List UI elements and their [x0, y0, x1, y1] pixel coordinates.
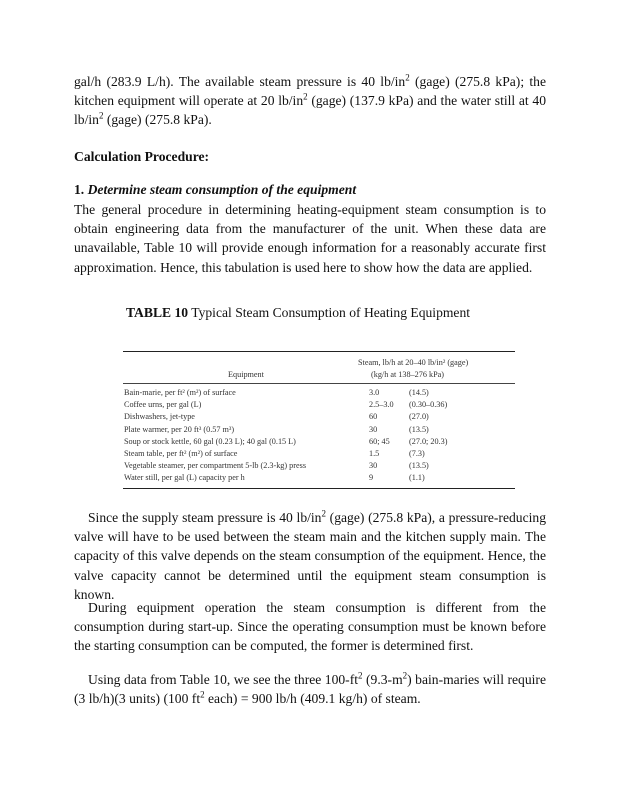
cell-lbh: 60; 45 [369, 436, 390, 446]
table-row [123, 399, 515, 411]
table-caption [126, 305, 470, 321]
superscript: 2 [358, 670, 363, 681]
table-header-rule [123, 383, 515, 384]
cell-equipment: Vegetable steamer, per compartment 5-lb (2.3-kg) press [124, 461, 307, 471]
superscript: 2 [200, 689, 205, 700]
cell-equipment: Coffee urns, per gal (L) [124, 400, 202, 410]
cell-kgh: (27.0; 20.3) [409, 436, 448, 446]
superscript: 2 [405, 72, 410, 83]
cell-lbh: 1.5 [369, 448, 380, 458]
step-1-heading [74, 182, 356, 198]
table-row [123, 472, 515, 484]
bain-marie-paragraph [74, 670, 546, 708]
table-row [123, 448, 515, 460]
table-row [123, 411, 515, 423]
cell-kgh: (7.3) [409, 448, 425, 458]
cell-equipment: Soup or stock kettle, 60 gal (0.23 L); 40 gal (0.15 L) [124, 436, 296, 446]
superscript: 2 [303, 91, 308, 102]
cell-lbh: 9 [369, 473, 374, 483]
cell-kgh: (13.5) [409, 424, 429, 434]
operation-paragraph: During equipment operation the steam consumption is different from the consumption during start-up. Since the operating consumption must be known before the starting consumption can be computed, the former is determined first. [74, 600, 546, 654]
using-text-3: ) bain-maries will require (3 lb/h)(3 units) (100 ft [74, 672, 546, 707]
cell-lbh: 30 [369, 424, 378, 434]
table-label: TABLE 10 [126, 305, 189, 320]
cell-lbh: 3.0 [369, 388, 380, 397]
using-text-4: each) = 900 lb/h (409.1 kg/h) of steam. [204, 691, 421, 707]
table-row [123, 460, 515, 472]
cell-kgh: (1.1) [409, 473, 425, 483]
intro-text-1: gal/h (283.9 L/h). The available steam pressure is 40 lb/in [74, 74, 406, 89]
table-row [123, 424, 515, 436]
header-steam: Steam, lb/h at 20–40 lb/in² (gage) [358, 358, 469, 367]
supply-text-1: Since the supply steam pressure is 40 lb/in [88, 510, 322, 525]
cell-kgh: (14.5) [409, 388, 429, 397]
cell-lbh: 60 [369, 412, 378, 422]
table-row [123, 387, 515, 399]
step-1-body: The general procedure in determining heating-equipment steam consumption is to obtain engineering data from the manufacturer of the unit. When these data are unavailable, Table 10 will provide enough information for a reasonably accurate first approximation. Hence, this tabulation is used here to show how the data are applied. [74, 202, 546, 275]
superscript: 2 [402, 670, 408, 681]
superscript: 2 [321, 508, 326, 519]
using-text-2: (9.3-m [362, 672, 403, 687]
table-top-rule [123, 351, 515, 352]
step-title: Determine steam consumption of the equipment [87, 182, 357, 197]
step-number: 1. [74, 182, 85, 197]
table-bottom-rule [123, 488, 515, 489]
cell-equipment: Bain-marie, per ft² (m²) of surface [124, 388, 236, 397]
cell-kgh: (13.5) [409, 461, 429, 471]
calculation-procedure-heading: Calculation Procedure: [74, 149, 210, 164]
intro-text-4: (gage) (275.8 kPa). [103, 112, 212, 128]
table-body [123, 387, 515, 485]
supply-pressure-paragraph [74, 508, 546, 604]
intro-text-2: (gage) (275.8 kPa); the kitchen equipment will operate at 20 lb/in [74, 74, 546, 109]
using-text-1: Using data from Table 10, we see the three 100-ft [88, 672, 359, 687]
table-title: Typical Steam Consumption of Heating Equipment [188, 305, 471, 320]
superscript: 2 [98, 110, 104, 121]
cell-equipment: Plate warmer, per 20 ft³ (0.57 m³) [124, 424, 235, 434]
table-row [123, 436, 515, 448]
cell-kgh: (0.30–0.36) [409, 400, 448, 410]
supply-text-2: (gage) (275.8 kPa), a pressure-reducing valve will have to be used between the steam main and the kitchen supply main. The capacity of this valve depends on the steam consumption of the equipment. Hence, the valve capacity cannot be determined until the equipment steam consumption is known. [74, 510, 546, 602]
cell-lbh: 2.5–3.0 [369, 400, 394, 410]
cell-equipment: Dishwashers, jet-type [124, 412, 195, 422]
cell-lbh: 30 [369, 461, 378, 471]
intro-text-3: (gage) (137.9 kPa) and the water still at 40 lb/in [74, 93, 546, 128]
header-equipment: Equipment [228, 370, 264, 379]
header-steam-metric: (kg/h at 138–276 kPa) [371, 370, 444, 379]
cell-equipment: Steam table, per ft² (m²) of surface [124, 448, 238, 458]
cell-equipment: Water still, per gal (L) capacity per h [124, 473, 245, 483]
intro-paragraph [74, 72, 546, 130]
cell-kgh: (27.0) [409, 412, 429, 422]
